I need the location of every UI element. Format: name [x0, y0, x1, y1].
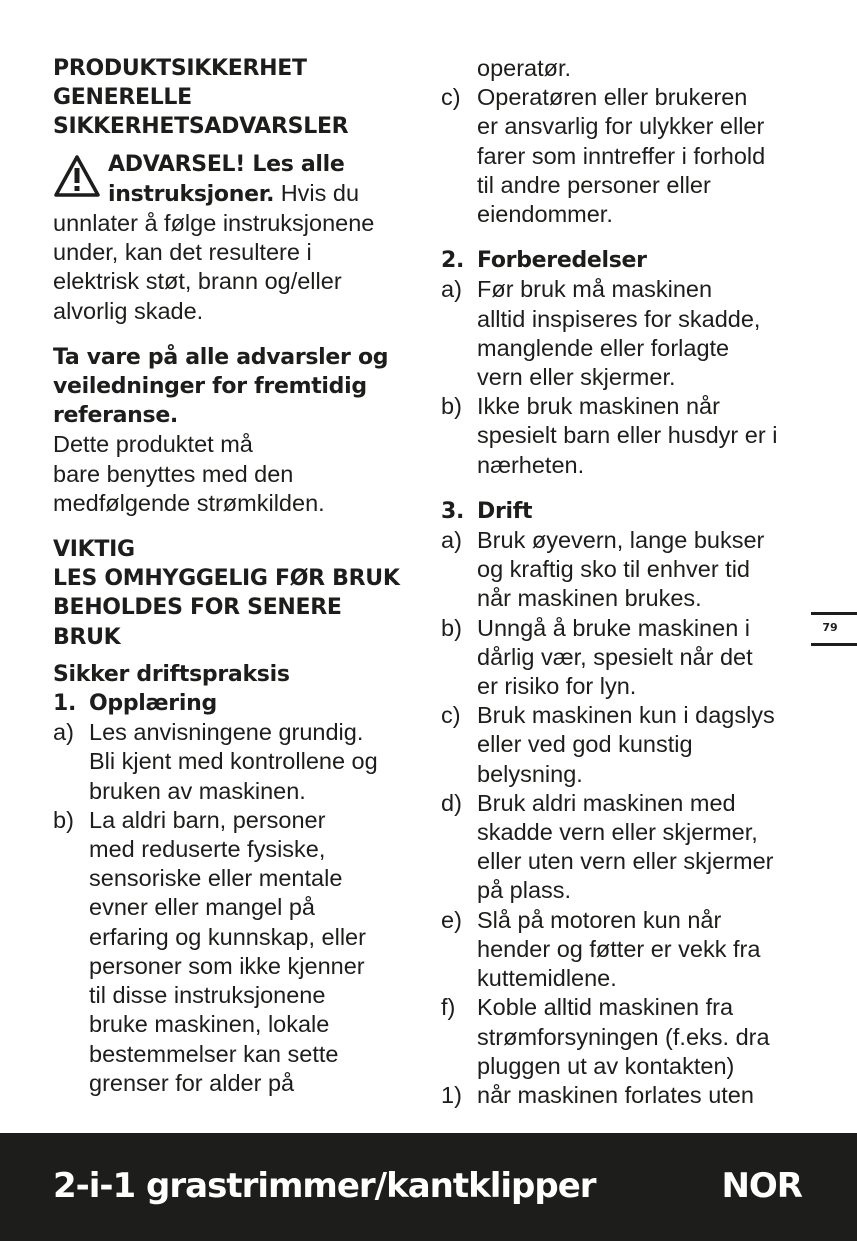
item-line: Koble alltid maskinen fra [477, 994, 734, 1021]
warning-block [53, 150, 421, 326]
item-label: c) [441, 702, 461, 729]
list-item [441, 1081, 811, 1110]
list-item [441, 906, 811, 994]
item-line: eiendommer. [477, 201, 613, 228]
warning-text: Hvis du [274, 179, 360, 206]
section-3-heading [441, 497, 811, 526]
item-label: a) [53, 719, 74, 746]
list-item [441, 526, 811, 614]
item-line: erfaring og kunnskap, eller [89, 923, 366, 950]
power-source-note [53, 430, 421, 518]
right-column [441, 54, 811, 1110]
heading-line: veiledninger for fremtidig [53, 374, 367, 400]
warning-text-line: alvorlig skade. [53, 297, 204, 324]
item-label: c) [441, 84, 461, 111]
item-line: er risiko for lyn. [477, 673, 637, 700]
safe-practice-heading: Sikker driftspraksis [53, 661, 290, 687]
heading-line: referanse. [53, 403, 178, 429]
item-line: når maskinen forlates uten [477, 1081, 754, 1108]
item-line: bestemmelser kan sette [89, 1040, 339, 1067]
item-line: på plass. [477, 877, 572, 904]
heading-line: SIKKERHETSADVARSLER [53, 114, 349, 140]
list-item [441, 614, 811, 702]
heading-line: Ta vare på alle advarsler og [53, 344, 389, 370]
keep-instructions-heading [53, 343, 421, 431]
important-heading [53, 535, 421, 652]
heading-line: LES OMHYGGELIG FØR BRUK [53, 566, 400, 592]
item-line: La aldri barn, personer [89, 806, 326, 833]
section-2-heading [441, 246, 811, 275]
footer-title: 2-i-1 grastrimmer/kantklipper [53, 1166, 596, 1206]
item-line: bruke maskinen, lokale [89, 1011, 330, 1038]
item-line: alltid inspiseres for skadde, [477, 305, 761, 332]
section-title: Opplæring [89, 691, 217, 717]
item-line: Bruk aldri maskinen med [477, 789, 736, 816]
item-line: kuttemidlene. [477, 965, 617, 992]
item-line: pluggen ut av kontakten) [477, 1052, 735, 1079]
section-title: Forberedelser [477, 248, 647, 274]
text-line: medfølgende strømkilden. [53, 489, 325, 516]
item-line: bruken av maskinen. [89, 777, 306, 804]
section-number: 2. [441, 248, 465, 274]
item-line: Bli kjent med kontrollene og [89, 748, 378, 775]
section-1-heading [53, 689, 421, 718]
item-line: sensoriske eller mentale [89, 865, 343, 892]
text-line: bare benyttes med den [53, 460, 294, 487]
item-line: Slå på motoren kun når [477, 906, 722, 933]
heading-line: VIKTIG [53, 537, 135, 563]
item-label: a) [441, 527, 462, 554]
item-label: e) [441, 906, 462, 933]
item-line: til disse instruksjonene [89, 982, 326, 1009]
item-label: f) [441, 994, 456, 1021]
warning-bold-text: instruksjoner. [108, 181, 275, 207]
list-item [441, 392, 811, 480]
item-label: 1) [441, 1081, 462, 1108]
list-item [441, 789, 811, 906]
page-number: 79 [822, 621, 838, 634]
item-line: til andre personer eller [477, 171, 711, 198]
footer-language: NOR [721, 1166, 802, 1206]
item-line: eller uten vern eller skjermer [477, 848, 774, 875]
left-column [53, 54, 421, 1098]
item-line: Les anvisningene grundig. [89, 719, 364, 746]
item-line: dårlig vær, spesielt når det [477, 643, 753, 670]
list-item [441, 701, 811, 789]
item-line: Unngå å bruke maskinen i [477, 614, 751, 641]
item-line: farer som inntreffer i forhold [477, 142, 766, 169]
item-line: med reduserte fysiske, [89, 836, 326, 863]
list-item [441, 993, 811, 1081]
warning-text-line: elektrisk støt, brann og/eller [53, 268, 342, 295]
heading-line: BEHOLDES FOR SENERE [53, 595, 342, 621]
warning-title: ADVARSEL! Les alle [108, 151, 345, 177]
item-label: b) [441, 614, 462, 641]
item-line: belysning. [477, 760, 583, 787]
list-item [441, 275, 811, 392]
item-line: er ansvarlig for ulykker eller [477, 113, 765, 140]
item-line: manglende eller forlagte [477, 334, 730, 361]
item-line: spesielt barn eller husdyr er i [477, 422, 778, 449]
item-line: Bruk øyevern, lange bukser [477, 527, 765, 554]
list-item [53, 806, 421, 1098]
item-line: skadde vern eller skjermer, [477, 819, 758, 846]
item-line: Operatøren eller brukeren [477, 84, 748, 111]
item-line: Ikke bruk maskinen når [477, 393, 720, 420]
item-line: evner eller mangel på [89, 894, 315, 921]
item-label: a) [441, 276, 462, 303]
item-line: grenser for alder på [89, 1069, 295, 1096]
item-label: b) [441, 393, 462, 420]
heading-line: PRODUKTSIKKERHET [53, 56, 307, 81]
item-line: personer som ikke kjenner [89, 952, 365, 979]
list-item [53, 718, 421, 806]
heading-line: GENERELLE [53, 85, 192, 111]
list-item [441, 83, 811, 229]
item-line: når maskinen brukes. [477, 585, 702, 612]
warning-triangle-icon [53, 154, 101, 198]
item-line: vern eller skjermer. [477, 364, 676, 391]
item-line: nærheten. [477, 451, 585, 478]
item-label: d) [441, 789, 462, 816]
text-line: Dette produktet må [53, 431, 253, 458]
section-title: Drift [477, 498, 533, 524]
item-line: og kraftig sko til enhver tid [477, 556, 750, 583]
warning-text-line: unnlater å følge instruksjonene [53, 210, 375, 237]
warning-text-line: under, kan det resultere i [53, 239, 312, 266]
item-line: strømforsyningen (f.eks. dra [477, 1023, 770, 1050]
section-number: 3. [441, 498, 465, 524]
item-line: eller ved god kunstig [477, 731, 693, 758]
heading-line: BRUK [53, 624, 121, 650]
item-line: hender og føtter er vekk fra [477, 935, 761, 962]
continued-line: operatør. [477, 55, 572, 81]
item-label: b) [53, 806, 74, 833]
section-number: 1. [53, 691, 77, 717]
item-line: Bruk maskinen kun i dagslys [477, 702, 775, 729]
item-line: Før bruk må maskinen [477, 276, 713, 303]
heading-product-safety [53, 54, 421, 142]
